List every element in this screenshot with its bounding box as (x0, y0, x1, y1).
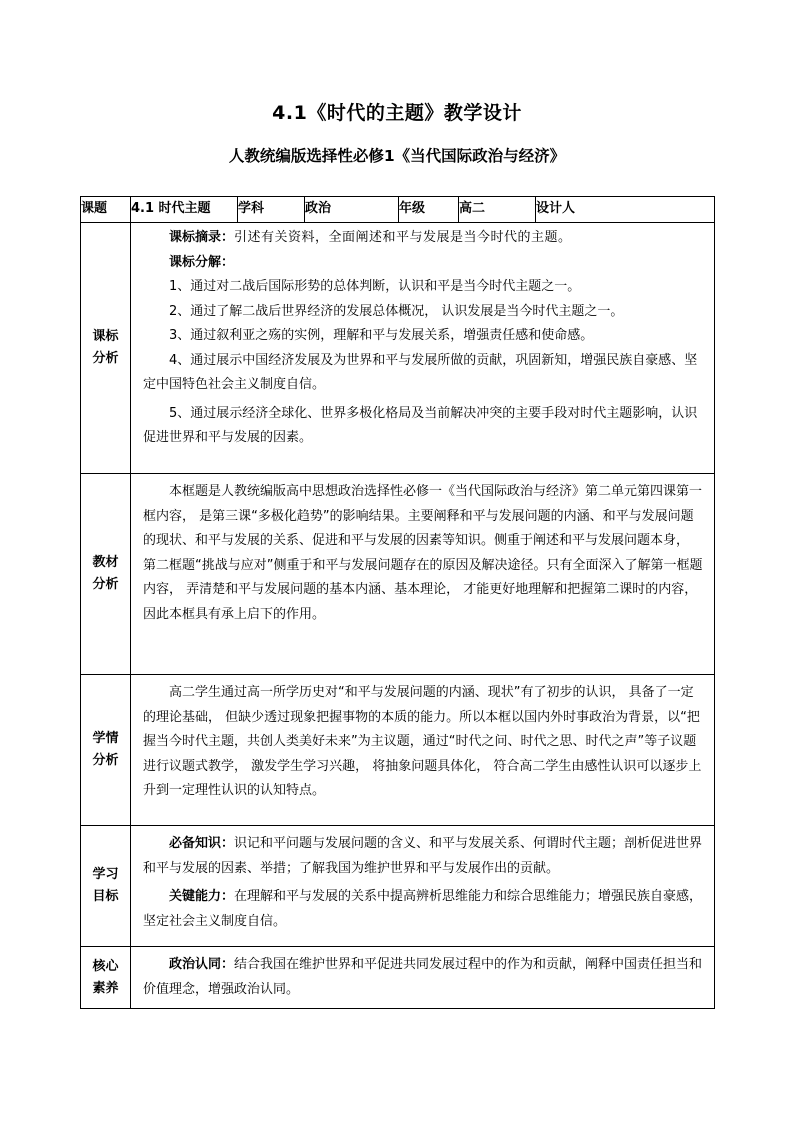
curriculum-point-1: 1、通过对二战后国际形势的总体判断，认识和平是当今时代主题之一。 (169, 279, 581, 294)
curriculum-excerpt-label: 课标摘录： (169, 230, 235, 245)
objectives-content (131, 826, 715, 947)
row-label-objectives: 学习 目标 (81, 826, 131, 947)
student-content (131, 675, 715, 826)
row-label-curriculum: 课标 分析 (81, 223, 131, 474)
key-ability-label: 关键能力： (169, 889, 235, 904)
header-topic-value: 4.1 时代主题 (131, 197, 238, 223)
header-row (81, 197, 715, 223)
political-identity-label: 政治认同： (169, 957, 235, 972)
document-title: 4.1《时代的主题》教学设计 (272, 102, 522, 124)
row-label-student: 学情 分析 (81, 675, 131, 826)
row-learning-objectives (81, 826, 715, 947)
header-designer-label: 设计人 (536, 197, 715, 223)
row-textbook-analysis (81, 474, 715, 675)
header-grade-value: 高二 (459, 197, 536, 223)
row-label-literacy: 核心 素养 (81, 947, 131, 1009)
row-student-analysis (81, 675, 715, 826)
curriculum-point-2: 2、通过了解二战后世界经济的发展总体概况， 认识发展是当今时代主题之一。 (169, 303, 624, 319)
literacy-content (131, 947, 715, 1009)
header-grade-label: 年级 (399, 197, 459, 223)
row-label-textbook: 教材 分析 (81, 474, 131, 675)
key-ability-text: 在理解和平与发展的关系中提高辨析思维能力和综合思维能力；增强民族自豪感，坚定社会主义制度自信。 (143, 889, 703, 929)
document-subtitle: 人教统编版选择性必修1《当代国际政治与经济》 (228, 147, 566, 165)
textbook-text: 本框题是人教统编版高中思想政治选择性必修一《当代国际政治与经济》第二单元第四课第一框内容， 是第三课“多极化趋势”的影响结果。主要阐释和平与发展问题的内涵、和平与发展问题的现状、和平与发展的关系、促进和平与发展的因素等知识。侧重于阐述和平与发展问题本身， 第二框题“挑战与应对”侧重于和平与发展问题存在的原因及解决途径。只有全面深入了解第一框题内容， 弄清楚和平与发展问题的基本内涵、基本理论， 才能更好地理解和把握第二课时的内容， 因此本框具有承上启下的作用。 (143, 484, 703, 622)
curriculum-point-5: 5、通过展示经济全球化、世界多极化格局及当前解决冲突的主要手段对时代主题影响，认识促进世界和平与发展的因素。 (143, 405, 698, 445)
curriculum-point-4: 4、通过展示中国经济发展及为世界和平与发展所做的贡献，巩固新知，增强民族自豪感、坚定中国特色社会主义制度自信。 (143, 352, 698, 392)
curriculum-excerpt-text: 引述有关资料，全面阐述和平与发展是当今时代的主题。 (234, 230, 572, 245)
essential-knowledge-text: 识记和平问题与发展问题的含义、和平与发展关系、何谓时代主题；剖析促进世界和平与发展的因素、举措；了解我国为维护世界和平与发展作出的贡献。 (143, 836, 703, 876)
header-topic-label: 课题 (81, 197, 131, 223)
header-subject-label: 学科 (238, 197, 305, 223)
textbook-content (131, 474, 715, 675)
curriculum-breakdown-label: 课标分解： (169, 254, 235, 270)
curriculum-content (131, 223, 715, 474)
row-curriculum-analysis (81, 223, 715, 474)
curriculum-point-3: 3、通过叙利亚之殇的实例，理解和平与发展关系，增强责任感和使命感。 (169, 328, 594, 343)
political-identity-text: 结合我国在维护世界和平促进共同发展过程中的作为和贡献，阐释中国责任担当和价值理念，增强政治认同。 (143, 957, 703, 997)
row-core-literacy (81, 947, 715, 1009)
essential-knowledge-label: 必备知识： (169, 836, 235, 851)
student-text: 高二学生通过高一所学历史对“和平与发展问题的内涵、现状”有了初步的认识， 具备了一定的理论基础， 但缺少透过现象把握事物的本质的能力。所以本框以国内外时事政治为背景，以“把握当今时代主题，共创人类美好未来”为主议题，通过“时代之问、时代之思、时代之声”等子议题进行议题式教学， 激发学生学习兴趣， 将抽象问题具体化， 符合高二学生由感性认识可以逐步上升到一定理性认识的认知特点。 (143, 685, 702, 798)
lesson-plan-table (80, 196, 715, 1009)
header-subject-value: 政治 (305, 197, 399, 223)
